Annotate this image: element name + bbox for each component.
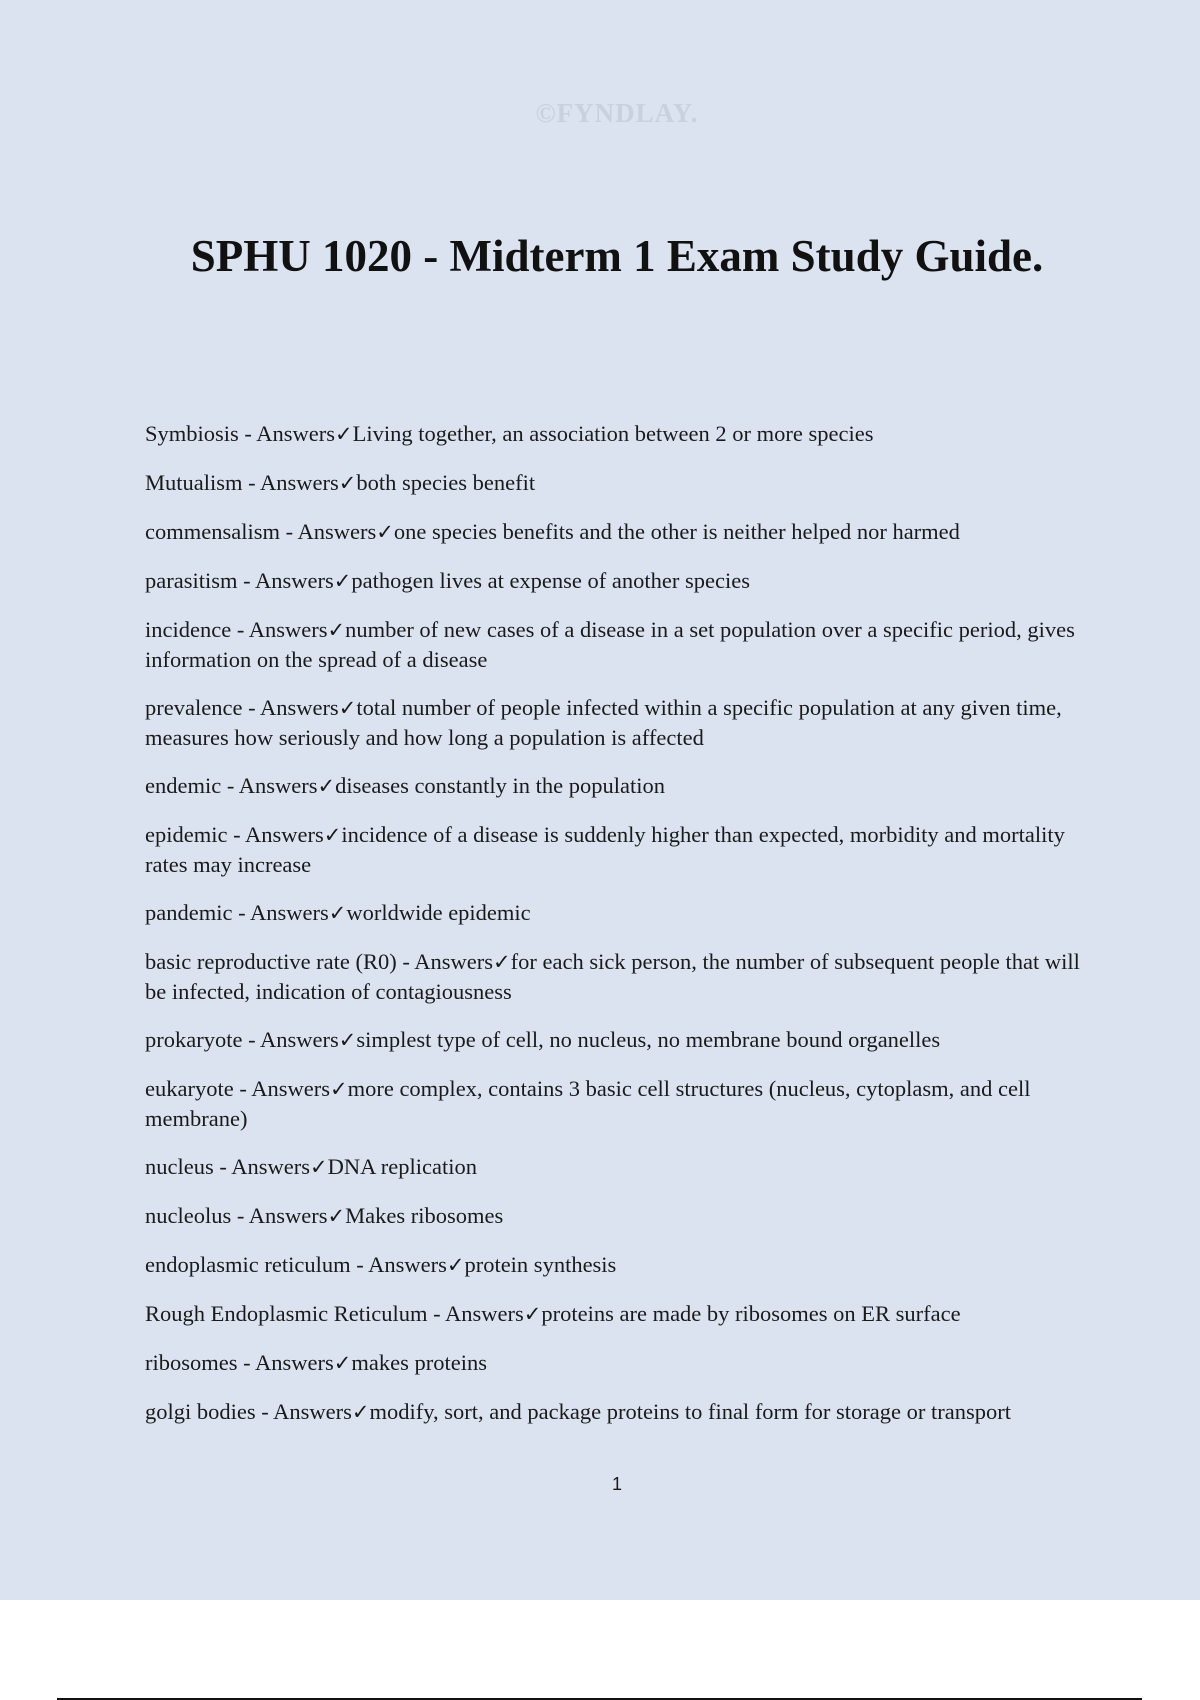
entry-definition: Living together, an association between 2 or more species [352, 421, 874, 446]
entry-term: ribosomes [145, 1350, 238, 1375]
entry-definition: simplest type of cell, no nucleus, no membrane bound organelles [356, 1027, 941, 1052]
check-icon: ✓ [327, 618, 346, 642]
entry [145, 1397, 1090, 1427]
entry-definition: DNA replication [327, 1154, 477, 1179]
answers-label: Answers [273, 1399, 352, 1424]
entry [145, 1025, 1090, 1055]
answers-label: Answers [297, 519, 377, 544]
entry [145, 517, 1090, 547]
entry-definition: number of new cases of a disease in a set population over a specific period, gives information on the spread of a disease [145, 617, 1075, 672]
entry-term: Symbiosis [145, 421, 239, 446]
entry [145, 820, 1090, 879]
answers-label: Answers [248, 617, 328, 642]
entry-separator: - [237, 568, 255, 593]
watermark: ©FYNDLAY. [535, 98, 699, 128]
answers-label: Answers [368, 1252, 447, 1277]
entry [145, 1152, 1090, 1182]
entry-separator: - [396, 949, 415, 974]
answers-label: Answers [259, 1027, 339, 1052]
document-title: SPHU 1020 - Midterm 1 Exam Study Guide. [190, 231, 1044, 281]
answers-label: Answers [414, 949, 494, 974]
check-icon: ✓ [327, 1204, 346, 1228]
check-icon: ✓ [338, 1028, 357, 1052]
entry-term: basic reproductive rate (R0) [145, 949, 397, 974]
page-number: 1 [611, 1474, 622, 1494]
entry-separator: - [232, 900, 250, 925]
answers-label: Answers [255, 1350, 334, 1375]
check-icon: ✓ [317, 774, 336, 798]
entry-definition: incidence of a disease is suddenly higher than expected, morbidity and mortality rates may increase [145, 822, 1065, 877]
check-icon: ✓ [446, 1253, 465, 1277]
entry-definition: proteins are made by ribosomes on ER surface [541, 1301, 961, 1326]
entry-definition: more complex, contains 3 basic cell structures (nucleus, cytoplasm, and cell membrane) [145, 1076, 1031, 1131]
entry-term: commensalism [145, 519, 280, 544]
entry [145, 947, 1090, 1006]
entry [145, 468, 1090, 498]
check-icon: ✓ [338, 696, 357, 720]
check-icon: ✓ [335, 422, 353, 446]
check-icon: ✓ [376, 520, 394, 544]
entry-term: Rough Endoplasmic Reticulum [145, 1301, 428, 1326]
check-icon: ✓ [351, 1400, 370, 1424]
entry-separator: - [221, 773, 239, 798]
entry-term: golgi bodies [145, 1399, 256, 1424]
answers-label: Answers [231, 1154, 310, 1179]
answers-label: Answers [248, 1203, 328, 1228]
check-icon: ✓ [329, 1077, 348, 1101]
answers-label: Answers [256, 421, 336, 446]
answers-label: Answers [259, 695, 339, 720]
entry-term: endemic [145, 773, 222, 798]
check-icon: ✓ [333, 569, 352, 593]
entry-term: parasitism [145, 568, 238, 593]
entry [145, 419, 1090, 449]
entry-separator: - [427, 1301, 445, 1326]
check-icon: ✓ [338, 471, 357, 495]
entry-separator: - [237, 1350, 256, 1375]
entry-term: Mutualism [145, 470, 243, 495]
entry [145, 1201, 1090, 1231]
check-icon: ✓ [310, 1155, 328, 1179]
entry-definition: Makes ribosomes [345, 1203, 504, 1228]
entry-term: nucleolus [145, 1203, 232, 1228]
entry-definition: total number of people infected within a specific population at any given time, measures how seriously and how long a population is affected [145, 695, 1062, 750]
entry-definition: modify, sort, and package proteins to final form for storage or transport [369, 1399, 1011, 1424]
check-icon: ✓ [323, 823, 342, 847]
entry-separator: - [231, 617, 249, 642]
entry-term: epidemic [145, 822, 228, 847]
entry-definition: protein synthesis [464, 1252, 617, 1277]
entry-definition: worldwide epidemic [346, 900, 531, 925]
answers-label: Answers [255, 568, 334, 593]
entry [145, 566, 1090, 596]
entry-definition: one species benefits and the other is neither helped nor harmed [393, 519, 960, 544]
entry-term: incidence [145, 617, 232, 642]
entry-separator: - [238, 421, 257, 446]
entry [145, 1348, 1090, 1378]
entry-separator: - [231, 1203, 249, 1228]
entry-definition: makes proteins [351, 1350, 487, 1375]
study-guide-entries [145, 419, 1090, 1446]
entry-separator: - [233, 1076, 252, 1101]
entry-separator: - [242, 695, 260, 720]
entry [145, 898, 1090, 928]
entry [145, 693, 1090, 752]
entry-separator: - [255, 1399, 274, 1424]
entry [145, 615, 1090, 674]
answers-label: Answers [251, 1076, 330, 1101]
entry [145, 1250, 1090, 1280]
entry-term: eukaryote [145, 1076, 234, 1101]
entry-definition: both species benefit [356, 470, 536, 495]
entry-separator: - [350, 1252, 369, 1277]
entry-definition: diseases constantly in the population [335, 773, 666, 798]
answers-label: Answers [249, 900, 329, 925]
entry-definition: for each sick person, the number of subsequent people that will be infected, indication of contagiousness [145, 949, 1080, 1004]
answers-label: Answers [260, 470, 339, 495]
entry [145, 1074, 1090, 1133]
check-icon: ✓ [333, 1351, 352, 1375]
entry [145, 771, 1090, 801]
entry-term: nucleus [145, 1154, 214, 1179]
entry-term: prevalence [145, 695, 243, 720]
entry-separator: - [242, 1027, 260, 1052]
check-icon: ✓ [493, 950, 511, 974]
entry-separator: - [242, 470, 261, 495]
entry-definition: pathogen lives at expense of another species [351, 568, 750, 593]
entry-separator: - [227, 822, 245, 847]
entry-term: endoplasmic reticulum [145, 1252, 351, 1277]
entry-term: prokaryote [145, 1027, 243, 1052]
entry-separator: - [279, 519, 298, 544]
entry [145, 1299, 1090, 1329]
check-icon: ✓ [523, 1302, 542, 1326]
entry-term: pandemic [145, 900, 233, 925]
entry-separator: - [213, 1154, 232, 1179]
answers-label: Answers [445, 1301, 524, 1326]
answers-label: Answers [238, 773, 318, 798]
check-icon: ✓ [328, 901, 347, 925]
answers-label: Answers [244, 822, 324, 847]
